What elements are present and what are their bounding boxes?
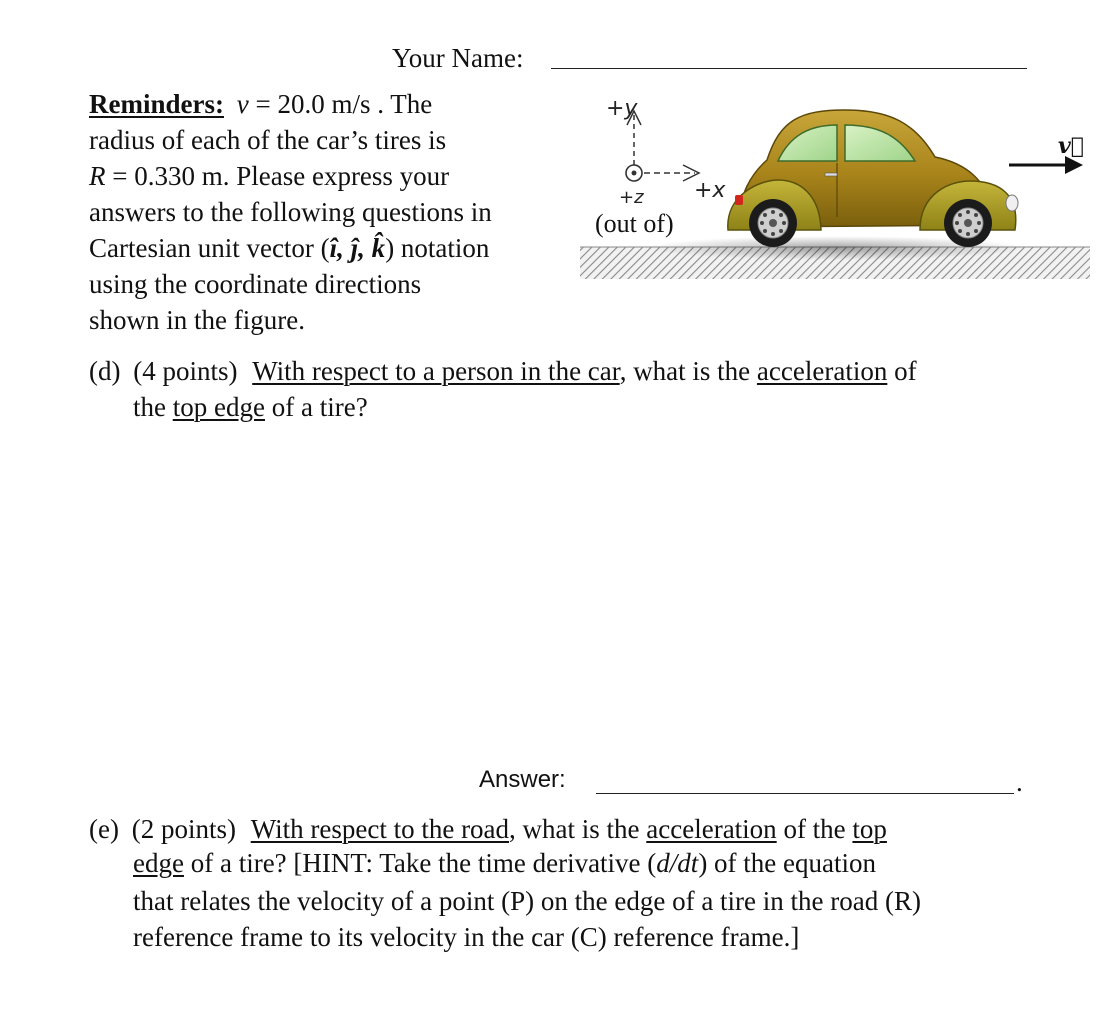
- part-d-the: the: [133, 392, 173, 422]
- part-e-of-the: of the: [776, 814, 853, 844]
- rear-wheel: [749, 199, 797, 247]
- y-axis-label: +y: [606, 96, 638, 121]
- z-axis-symbol: [626, 165, 642, 181]
- x-axis-label: +x: [694, 178, 726, 203]
- front-wheel: [944, 199, 992, 247]
- out-of-label: (out of): [595, 209, 674, 238]
- part-e-hint-end: ) of the equation: [698, 848, 877, 878]
- reminders-line-2: radius of each of the car’s tires is: [89, 125, 447, 155]
- answer-field-d[interactable]: [596, 793, 1014, 794]
- v-symbol: v: [236, 89, 249, 119]
- part-e-points: (2 points): [131, 814, 236, 844]
- part-e-derivative: d/dt: [656, 848, 699, 878]
- r-value: = 0.330 m. Please express your: [105, 161, 450, 191]
- r-symbol: R: [89, 161, 106, 191]
- part-d-of: of: [887, 356, 917, 386]
- velocity-label: v⃗: [1058, 133, 1084, 159]
- part-d-points: (4 points): [133, 356, 238, 386]
- part-e-hint: of a tire? [HINT: Take the time derivative (: [183, 848, 657, 878]
- answer-label: Answer:: [479, 766, 566, 793]
- part-e-line-1: [89, 811, 887, 847]
- part-e-location-1: top: [852, 814, 887, 844]
- reminders-line-3: [89, 158, 492, 194]
- part-d-location: top edge: [172, 392, 265, 422]
- part-e-frame: With respect to the road: [250, 814, 510, 844]
- unit-vectors: î, ĵ, k̂: [329, 233, 386, 263]
- part-d-mid: , what is the: [619, 356, 757, 386]
- reminders-line-4: answers to the following questions in: [89, 197, 492, 227]
- x-axis: [644, 165, 699, 181]
- part-e-quantity: acceleration: [646, 814, 777, 844]
- part-e-location-2: edge: [133, 848, 184, 878]
- part-e-line-4: reference frame to its velocity in the car (C) reference frame.]: [133, 922, 800, 952]
- reminders-line-5: [89, 230, 492, 266]
- notation-text-end: ) notation: [385, 233, 490, 263]
- part-e-line-2: [133, 845, 876, 881]
- reminders-block: [89, 86, 492, 338]
- part-d-line-2: [133, 389, 368, 425]
- reminders-heading: Reminders:: [89, 89, 224, 119]
- part-e-mid: , what is the: [509, 814, 647, 844]
- reminders-line-6: using the coordinate directions: [89, 269, 422, 299]
- notation-text: Cartesian unit vector (: [89, 233, 330, 263]
- part-d-label: (d): [89, 356, 121, 386]
- name-label: Your Name:: [392, 43, 524, 73]
- name-field[interactable]: [551, 68, 1027, 69]
- part-e-label: (e): [89, 814, 119, 844]
- part-d-quantity: acceleration: [756, 356, 888, 386]
- v-value: = 20.0 m/s . The: [248, 89, 433, 119]
- part-d-frame: With respect to a person in the car: [252, 356, 620, 386]
- part-d-line-1: [89, 353, 917, 389]
- part-d-end: of a tire?: [264, 392, 368, 422]
- answer-period: .: [1016, 767, 1023, 797]
- z-axis-label: +z: [619, 187, 644, 208]
- reminders-line-1: [89, 86, 492, 122]
- figure: [575, 85, 1095, 290]
- part-e-line-3: that relates the velocity of a point (P) on the edge of a tire in the road (R): [133, 886, 921, 916]
- reminders-line-7: shown in the figure.: [89, 305, 305, 335]
